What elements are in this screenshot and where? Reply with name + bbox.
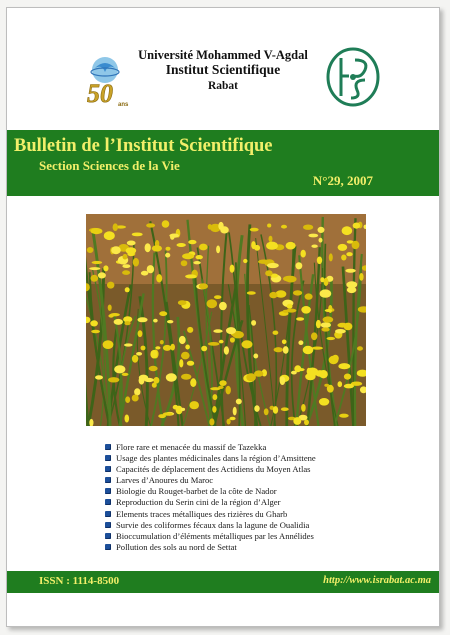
contents-item-label: Capacités de déplacement des Actidiens du Moyen Atlas — [116, 464, 311, 475]
contents-item-label: Pollution des sols au nord de Settat — [116, 541, 237, 552]
cover-page — [6, 7, 440, 627]
bullet-icon — [105, 533, 111, 539]
contents-item — [105, 486, 425, 497]
bullet-icon — [105, 499, 111, 505]
contents-item — [105, 531, 425, 542]
contents-item-label: Bioccumulation d’éléments métalliques par les Annélides — [116, 530, 314, 541]
institute-name: Institut Scientifique — [165, 62, 281, 77]
contents-item-label: Survie des coliformes fécaux dans la lagune de Oualidia — [116, 519, 310, 530]
city-name: Rabat — [207, 80, 239, 92]
contents-item-label: Elements traces métalliques des rizières du Gharb — [116, 508, 288, 519]
contents-item — [105, 497, 425, 508]
bullet-icon — [105, 466, 111, 472]
bullet-icon — [105, 522, 111, 528]
bullet-icon — [105, 511, 111, 517]
website-url[interactable]: http://www.israbat.ac.ma — [323, 575, 431, 586]
contents-item-label: Reproduction du Serin cini de la région d’Alger — [116, 497, 281, 508]
contents-item — [105, 475, 425, 486]
contents-item — [105, 520, 425, 531]
university-name: Université Mohammed V-Agdal — [138, 48, 308, 62]
contents-item — [105, 542, 425, 553]
anniversary-logo-text: ans — [118, 102, 129, 108]
bullet-icon — [105, 488, 111, 494]
contents-item — [105, 442, 425, 453]
contents-item-label: Flore rare et menacée du massif de Tazekka — [116, 442, 267, 452]
section-subtitle: Section Sciences de la Vie — [39, 158, 180, 173]
contents-item — [105, 464, 425, 475]
cover-header — [7, 8, 439, 133]
institute-logo — [325, 46, 381, 108]
bullet-icon — [105, 544, 111, 550]
title-band — [7, 130, 439, 196]
bulletin-title: Bulletin de l’Institut Scientifique — [14, 136, 273, 156]
bullet-icon — [105, 444, 111, 450]
contents-item-label: Larves d’Anoures du Maroc — [116, 475, 214, 486]
contents-item-label: Biologie du Rouget-barbet de la côte de Nador — [116, 486, 277, 497]
contents-list — [105, 442, 425, 553]
footer-band — [7, 571, 439, 593]
cover-photo — [86, 214, 366, 426]
bullet-icon — [105, 477, 111, 483]
issue-number: N°29, 2007 — [312, 173, 373, 188]
issn-number: ISSN : 1114-8500 — [39, 575, 120, 587]
bullet-icon — [105, 455, 111, 461]
contents-item — [105, 453, 425, 464]
contents-item — [105, 509, 425, 520]
svg-text:50: 50 — [87, 79, 113, 108]
contents-item-label: Usage des plantes médicinales dans la région d’Amsittene — [116, 453, 316, 464]
